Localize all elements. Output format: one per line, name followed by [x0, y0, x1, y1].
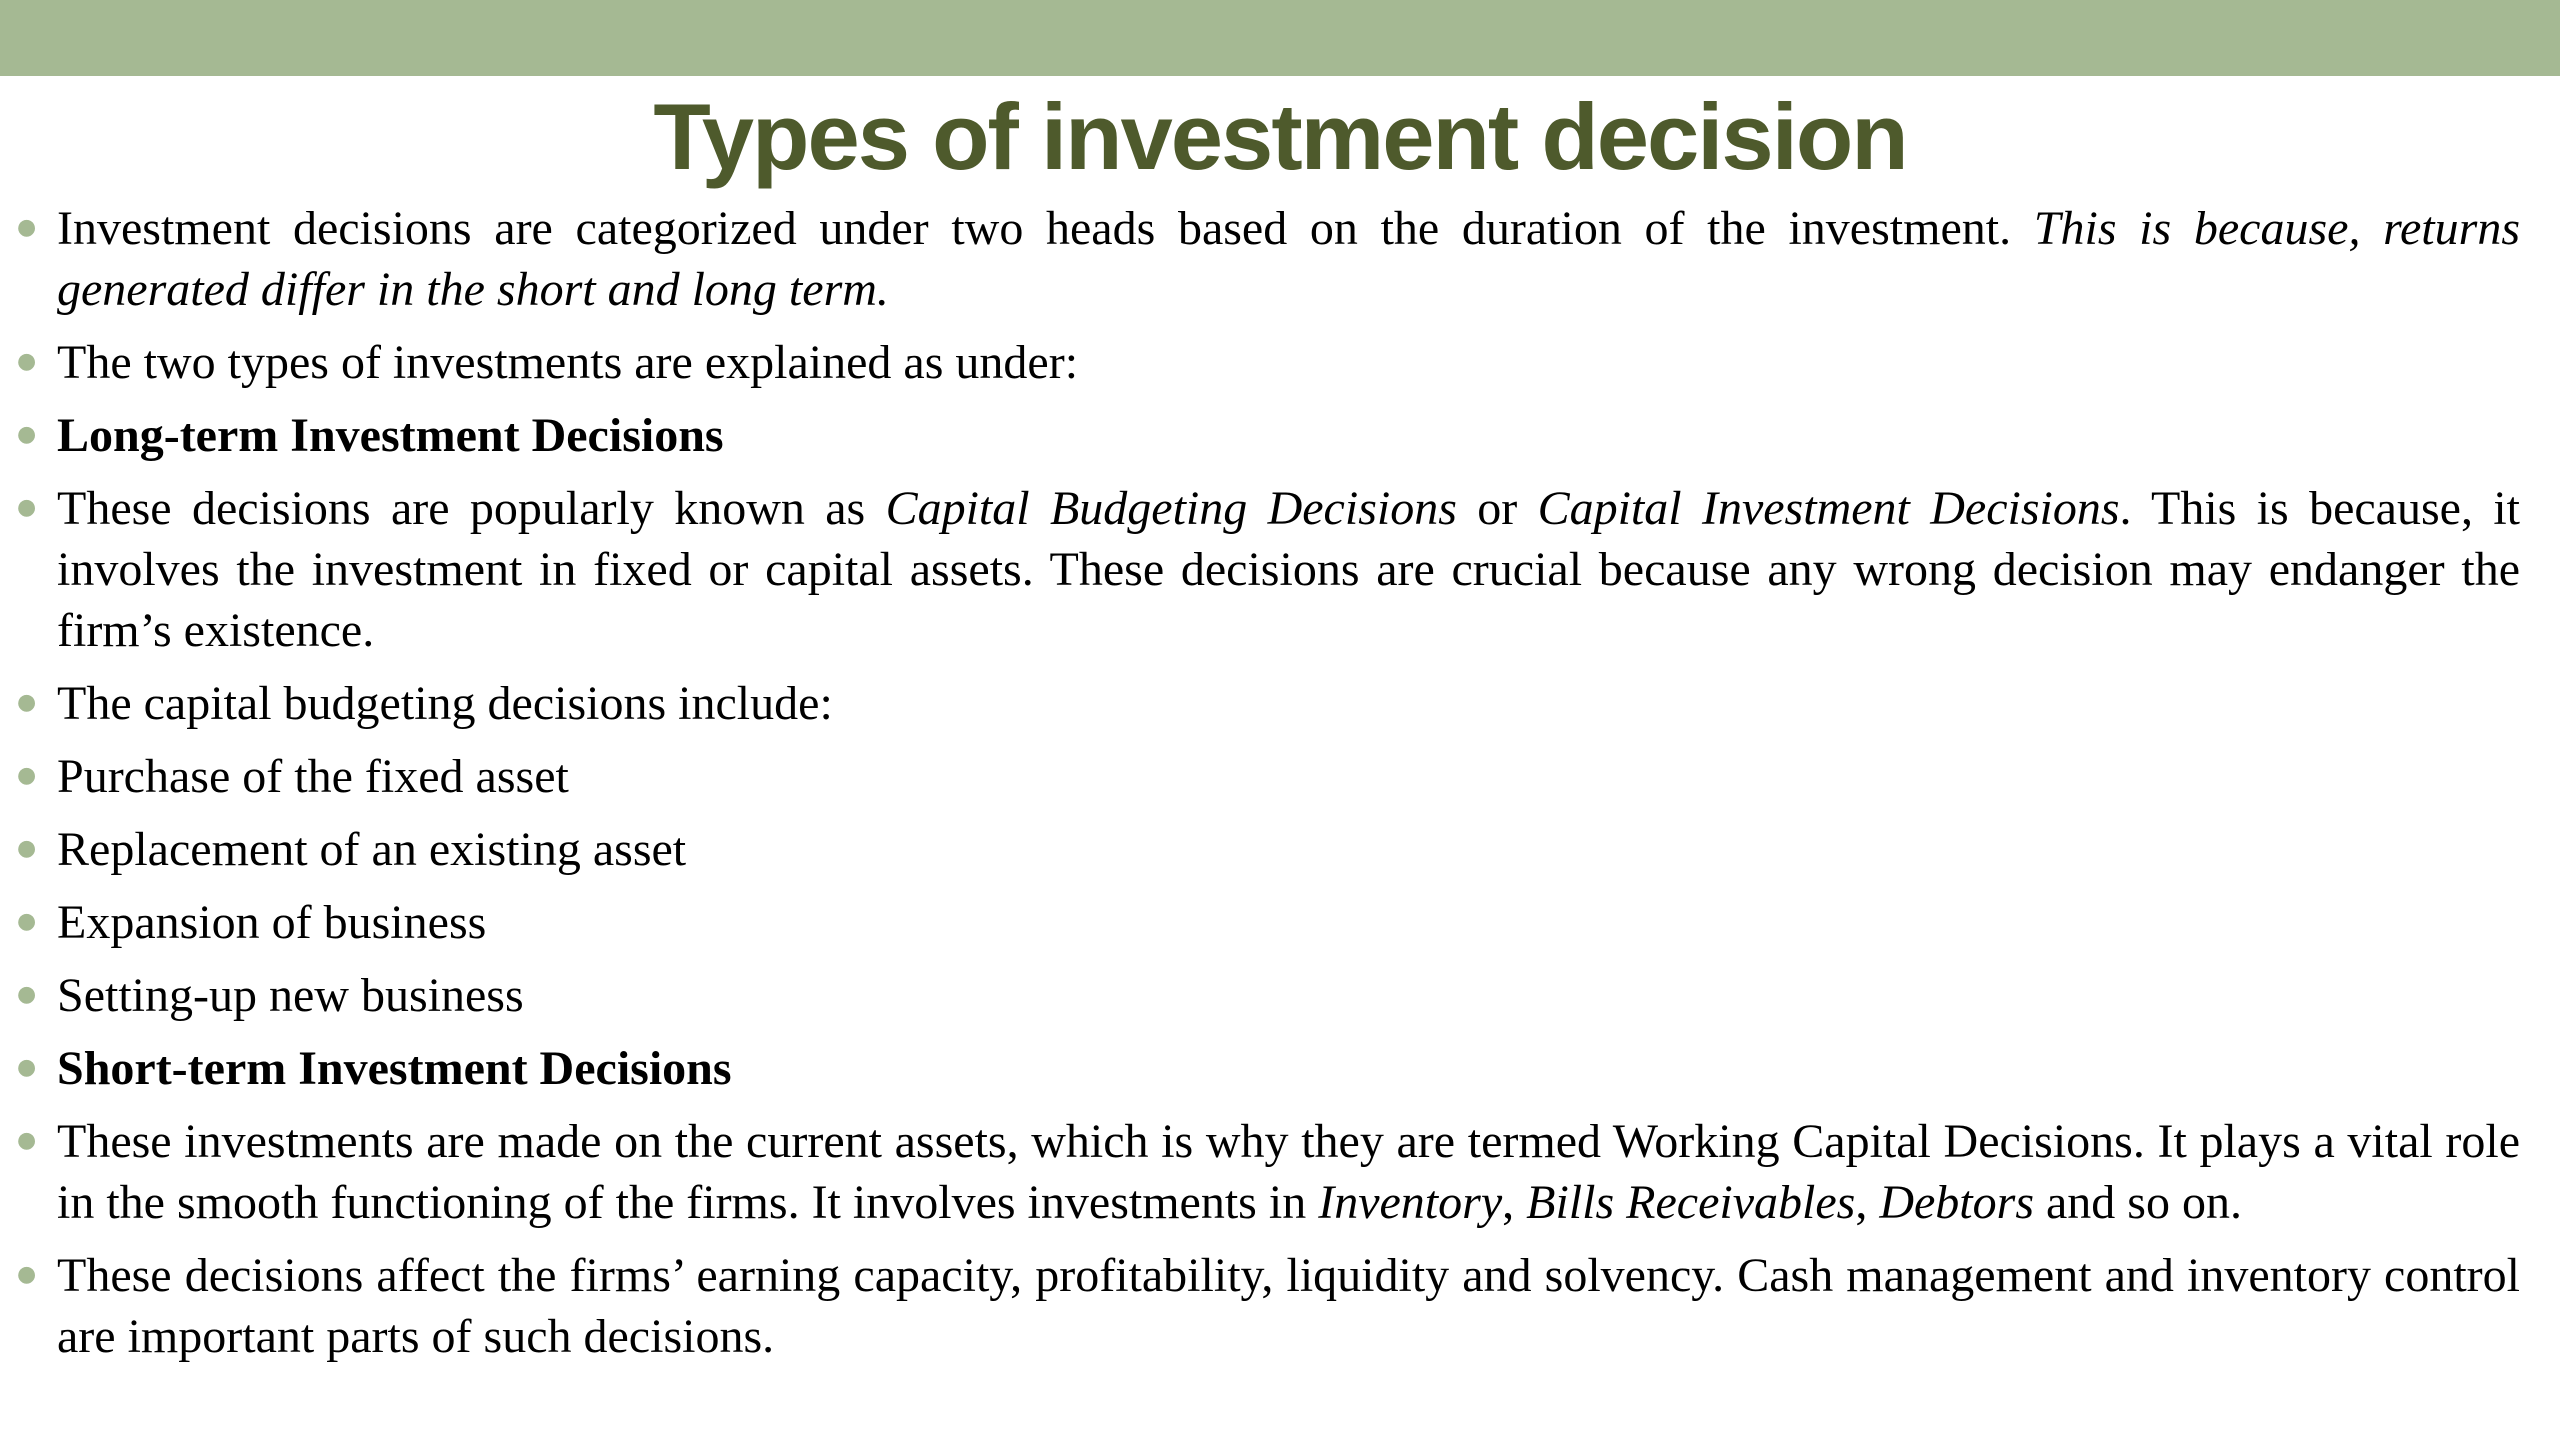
- bullet-list: [0, 198, 2560, 1379]
- slide-title: Types of investment decision: [653, 84, 1907, 189]
- bullet-dot-icon: ●: [17, 1262, 37, 1287]
- bullet-text: Replacement of an existing asset: [57, 823, 687, 876]
- bullet-text: Purchase of the fixed asset: [57, 750, 569, 803]
- bullet-dot-icon: ●: [17, 422, 37, 447]
- bullet-dot-icon: ●: [17, 763, 37, 788]
- bullet-text: These decisions are popularly known as: [57, 482, 886, 535]
- bullet-italic-term: Bills Receivables: [1526, 1176, 1856, 1229]
- bullet-item-new-business: [0, 965, 2560, 1026]
- top-accent-band: [0, 0, 2560, 76]
- bullet-text: ,: [1502, 1176, 1527, 1229]
- bullet-text: These decisions affect the firms’ earning capacity, profitability, liquidity and solvency. Cash management and inventory control are important parts of such decisions.: [57, 1249, 2520, 1363]
- bullet-text: The two types of investments are explained as under:: [57, 336, 1079, 389]
- bullet-dot-icon: ●: [17, 982, 37, 1007]
- bullet-text: . This is because, it involves the investment in fixed or capital assets. These decisions are crucial because any wrong decision may endanger the firm’s existence.: [57, 482, 2520, 657]
- bullet-item-working-capital-description: [0, 1111, 2560, 1233]
- bullet-item-investment-categories: [0, 198, 2560, 320]
- bullet-text: These investments are made on the current assets, which is why they are termed Working Capital Decisions. It plays a vital role in the smooth functioning of the firms. It involves investments in: [57, 1115, 2520, 1229]
- bullet-text: Expansion of business: [57, 896, 487, 949]
- bullet-dot-icon: ●: [17, 215, 37, 240]
- bullet-dot-icon: ●: [17, 1055, 37, 1080]
- bullet-dot-icon: ●: [17, 909, 37, 934]
- bullet-item-long-term-heading: [0, 405, 2560, 466]
- bullet-dot-icon: ●: [17, 690, 37, 715]
- bullet-italic-term: Inventory: [1318, 1176, 1503, 1229]
- bullet-dot-icon: ●: [17, 836, 37, 861]
- bullet-item-short-term-heading: [0, 1038, 2560, 1099]
- bullet-text: Investment decisions are categorized under two heads based on the duration of the investment.: [57, 202, 2034, 255]
- bullet-item-capital-budgeting-include: [0, 673, 2560, 734]
- bullet-item-expansion: [0, 892, 2560, 953]
- bullet-item-replacement: [0, 819, 2560, 880]
- bullet-text: ,: [1855, 1176, 1880, 1229]
- bullet-text: or: [1456, 482, 1538, 535]
- bullet-dot-icon: ●: [17, 495, 37, 520]
- bullet-item-two-types: [0, 332, 2560, 393]
- bullet-italic-term: Debtors: [1879, 1176, 2034, 1229]
- bullet-italic-term: Capital Investment Decisions: [1537, 482, 2120, 535]
- bullet-item-firm-impact: [0, 1245, 2560, 1367]
- bullet-item-purchase: [0, 746, 2560, 807]
- bullet-text: The capital budgeting decisions include:: [57, 677, 833, 730]
- bullet-text: and so on.: [2034, 1176, 2242, 1229]
- bullet-item-capital-budgeting-description: [0, 478, 2560, 661]
- bullet-dot-icon: ●: [17, 349, 37, 374]
- bullet-italic-term: Capital Budgeting Decisions: [885, 482, 1457, 535]
- bullet-italic-text: This is because, returns generated differ in the short and long term.: [57, 202, 2521, 316]
- bullet-dot-icon: ●: [17, 1128, 37, 1153]
- section-heading-long-term: Long-term Investment Decisions: [57, 409, 724, 462]
- bullet-text: Setting-up new business: [57, 969, 524, 1022]
- section-heading-short-term: Short-term Investment Decisions: [57, 1042, 732, 1095]
